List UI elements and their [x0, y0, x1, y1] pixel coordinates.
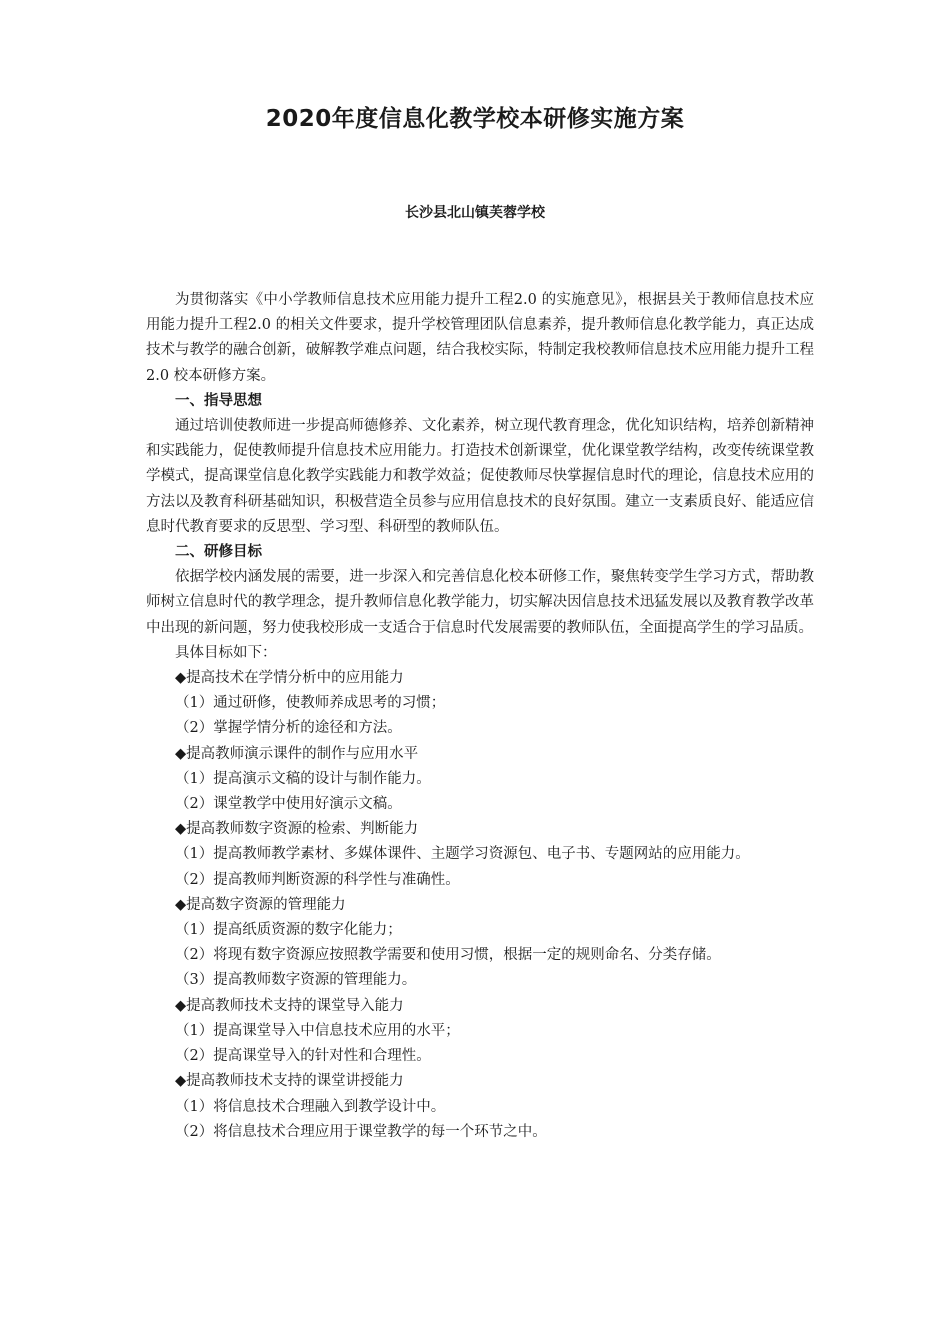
goal-title: ◆提高教师数字资源的检索、判断能力	[175, 821, 419, 838]
goal-title: ◆提高教师技术支持的课堂导入能力	[175, 997, 404, 1014]
goal-item: （2）提高教师判断资源的科学性与准确性。	[175, 871, 460, 888]
goal-item: （2）提高课堂导入的针对性和合理性。	[175, 1048, 431, 1065]
goal-group-4	[146, 893, 814, 994]
goal-item: （1）将信息技术合理融入到教学设计中。	[175, 1098, 446, 1115]
goal-group-2	[146, 742, 814, 818]
goal-item: （1）提高课堂导入中信息技术应用的水平；	[175, 1022, 460, 1039]
goal-item: （1）提高教师教学素材、多媒体课件、主题学习资源包、电子书、专题网站的应用能力。	[175, 846, 750, 863]
goal-item: （1）通过研修，使教师养成思考的习惯；	[175, 695, 446, 712]
goals-paragraph: 依据学校内涵发展的需要，进一步深入和完善信息化校本研修工作，聚焦转变学生学习方式，帮助教师树立信息时代的教学理念，提升教师信息化教学能力，切实解决因信息技术迅猛发展以及教育教学改革中出现的新问题，努力使我校形成一支适合于信息时代发展需要的教师队伍，全面提高学生的学习品质。	[146, 569, 814, 636]
document-title: 2020年度信息化教学校本研修实施方案	[265, 106, 685, 132]
goals-intro: 具体目标如下：	[175, 644, 277, 661]
goal-title: ◆提高技术在学情分析中的应用能力	[175, 670, 404, 687]
document-body	[146, 288, 814, 1145]
goal-item: （2）掌握学情分析的途径和方法。	[175, 720, 402, 737]
goal-item: （2）课堂教学中使用好演示文稿。	[175, 796, 402, 813]
section-heading-guiding-ideology: 一、指导思想	[175, 392, 262, 409]
goal-group-5	[146, 994, 814, 1070]
goal-title: ◆提高数字资源的管理能力	[175, 896, 346, 913]
section-heading-goals: 二、研修目标	[175, 544, 262, 561]
document-author: 长沙县北山镇芙蓉学校	[405, 205, 545, 221]
goal-title: ◆提高教师技术支持的课堂讲授能力	[175, 1073, 404, 1090]
guiding-ideology-paragraph: 通过培训使教师进一步提高师德修养、文化素养，树立现代教育理念，优化知识结构，培养创新精神和实践能力，促使教师提升信息技术应用能力。打造技术创新课堂，优化课堂教学结构，改变传统课堂教学模式，提高课堂信息化教学实践能力和教学效益；促使教师尽快掌握信息时代的理论，信息技术应用的方法以及教育科研基础知识，积极营造全员参与应用信息技术的良好氛围。建立一支素质良好、能适应信息时代教育要求的反思型、学习型、科研型的教师队伍。	[146, 418, 814, 535]
goal-group-6	[146, 1069, 814, 1145]
goal-item: （1）提高纸质资源的数字化能力；	[175, 922, 402, 939]
goal-title: ◆提高教师演示课件的制作与应用水平	[175, 745, 419, 762]
goal-group-1	[146, 666, 814, 742]
goal-item: （3）提高教师数字资源的管理能力。	[175, 972, 417, 989]
goal-item: （2）将现有数字资源应按照教学需要和使用习惯，根据一定的规则命名、分类存储。	[175, 947, 721, 964]
goal-item: （2）将信息技术合理应用于课堂教学的每一个环节之中。	[175, 1123, 547, 1140]
goal-group-3	[146, 817, 814, 893]
goal-item: （1）提高演示文稿的设计与制作能力。	[175, 770, 431, 787]
intro-paragraph: 为贯彻落实《中小学教师信息技术应用能力提升工程2.0 的实施意见》，根据县关于教师信息技术应用能力提升工程2.0 的相关文件要求，提升学校管理团队信息素养，提升教师信息化教学能力，真正达成技术与教学的融合创新，破解教学难点问题，结合我校实际，特制定我校教师信息技术应用能力提升工程2.0 校本研修方案。	[146, 292, 814, 384]
